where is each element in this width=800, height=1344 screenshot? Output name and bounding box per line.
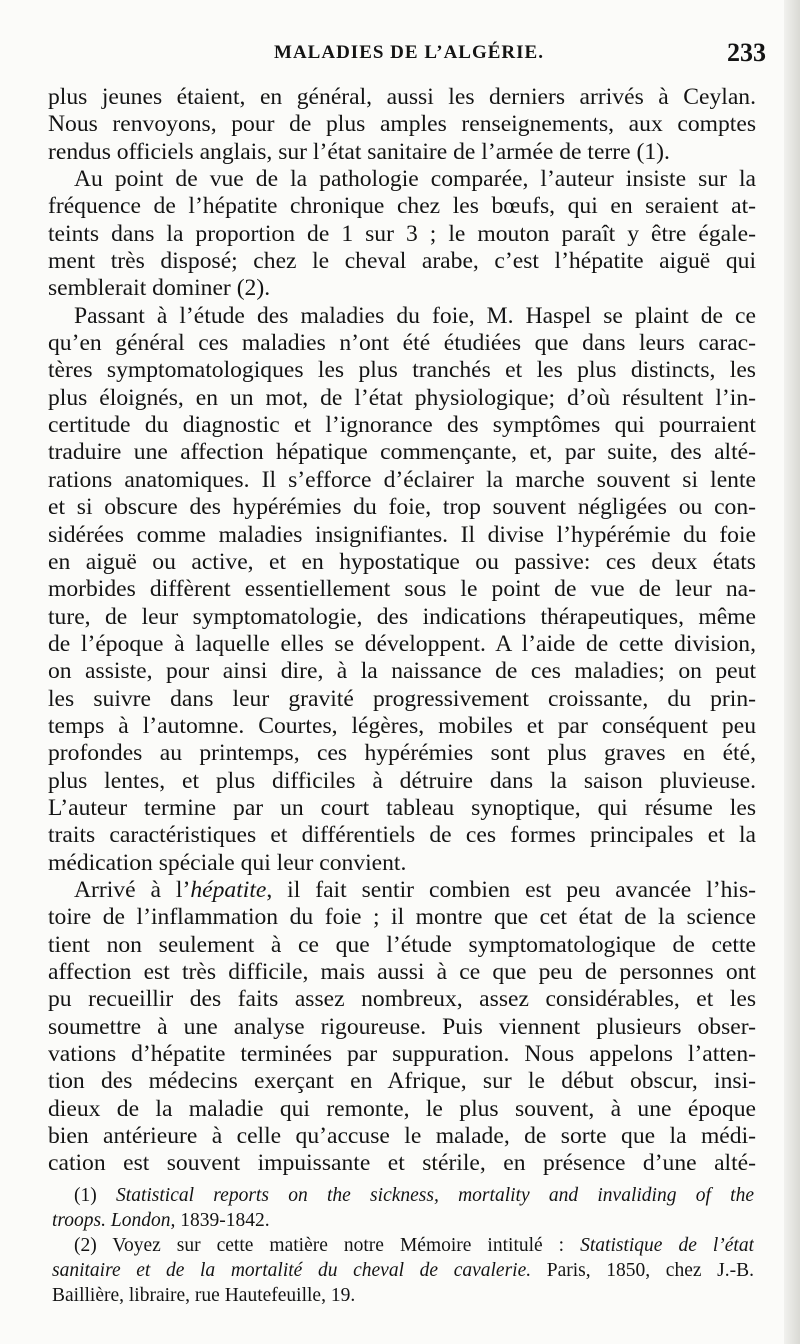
page-number: 233 — [727, 38, 766, 67]
footnote-title: sanitaire et de la mortalité du cheval de cavalerie. — [52, 1260, 532, 1281]
text-line: ment très disposé; chez le cheval arabe, c’est l’hépatite aiguë qui — [48, 248, 756, 275]
text-line: de l’époque à laquelle elles se développent. A l’aide de cette division, — [48, 630, 756, 657]
text-line: toire de l’inflammation du foie ; il montre que cet état de la science — [48, 904, 756, 931]
text-line: Nous renvoyons, pour de plus amples renseignements, aux comptes — [48, 111, 756, 138]
footnote-1-line — [52, 1183, 754, 1208]
footnote-2-line — [52, 1233, 754, 1258]
text-line: rendus officiels anglais, sur l’état sanitaire de l’armée de terre (1). — [48, 138, 670, 165]
text-line: tères symptomatologiques les plus tranchés et les plus distincts, les — [48, 357, 756, 384]
text-line: pu recueillir des faits assez nombreux, assez considérables, et les — [48, 986, 756, 1013]
page-edge-shadow — [784, 0, 800, 1344]
text-line: morbides diffèrent essentiellement sous le point de vue de leur na- — [48, 576, 756, 603]
page-header — [48, 38, 770, 74]
footnote-publisher: Paris, 1850, chez J.-B. — [531, 1260, 754, 1281]
text-line: en aiguë ou active, et en hypostatique ou passive: ces deux états — [48, 548, 756, 575]
text-line: cation est souvent impuissante et stérile, en présence d’une alté- — [48, 1150, 756, 1177]
footnotes — [52, 1183, 754, 1308]
text-line: Passant à l’étude des maladies du foie, M. Haspel se plaint de ce — [74, 302, 756, 329]
text-line: qu’en général ces maladies n’ont été étudiées que dans leurs carac- — [48, 330, 756, 357]
footnote-1-line — [52, 1208, 754, 1233]
text-line — [48, 877, 756, 904]
text-line: dieux de la maladie qui remonte, le plus souvent, à une époque — [48, 1095, 756, 1122]
text-line: tion des médecins exerçant en Afrique, sur le début obscur, insi- — [48, 1068, 756, 1095]
text-line: temps à l’automne. Courtes, légères, mobiles et par conséquent peu — [48, 712, 756, 739]
text-line: traits caractéristiques et différentiels de ces formes principales et la — [48, 822, 756, 849]
text-line: vations d’hépatite terminées par suppuration. Nous appelons l’atten- — [48, 1041, 756, 1068]
footnote-marker: (1) — [74, 1185, 97, 1206]
text-line: certitude du diagnostic et l’ignorance des symptômes qui pourraient — [48, 412, 756, 439]
text-line: affection est très difficile, mais aussi à ce que peu de personnes ont — [48, 959, 756, 985]
text-line: plus éloignés, en un mot, de l’état physiologique; d’où résultent l’in- — [48, 384, 756, 411]
footnote-2-line — [52, 1258, 754, 1283]
footnote-marker: (2) — [74, 1235, 97, 1256]
text-line: plus lentes, et plus difficiles à détruire dans la saison pluvieuse. — [48, 767, 756, 794]
text-line: sidérées comme maladies insignifiantes. Il divise l’hypérémie du foie — [48, 521, 756, 548]
text-line: soumettre à une analyse rigoureuse. Puis viennent plusieurs obser- — [48, 1013, 756, 1040]
footnote-title: Statistical reports on the sickness, mortality and invaliding of the — [116, 1185, 754, 1206]
text-line: traduire une affection hépatique commençante, et, par suite, des alté- — [48, 439, 756, 466]
text-line: fréquence de l’hépatite chronique chez les bœufs, qui en seraient at- — [48, 193, 756, 220]
running-title: MALADIES DE L’ALGÉRIE. — [274, 42, 544, 63]
text-segment: Arrivé à l’ — [74, 876, 191, 903]
footnote-title: Statistique de l’état — [580, 1235, 754, 1256]
footnote-title: troops. London, — [52, 1210, 176, 1231]
text-line: teints dans la proportion de 1 sur 3 ; le mouton paraît y être égale- — [48, 220, 756, 247]
text-line: L’auteur termine par un court tableau synoptique, qui résume les — [48, 794, 756, 821]
footnote-2-line: Baillière, libraire, rue Hautefeuille, 19. — [52, 1285, 356, 1306]
text-line: et si obscure des hypérémies du foie, trop souvent négligées ou con- — [48, 494, 756, 521]
italic-term: hépatite — [190, 876, 267, 903]
text-line: rations anatomiques. Il s’efforce d’éclairer la marche souvent si lente — [48, 466, 756, 493]
text-line: les suivre dans leur gravité progressivement croissante, du prin- — [48, 685, 756, 712]
text-line: profondes au printemps, ces hypérémies sont plus graves en été, — [48, 740, 756, 767]
body-text — [48, 84, 756, 1178]
text-line: tient non seulement à ce que l’étude symptomatologique de cette — [48, 931, 756, 958]
text-line: semblerait dominer (2). — [48, 275, 271, 302]
text-line: on assiste, pour ainsi dire, à la naissance de ces maladies; on peut — [48, 658, 756, 685]
text-line: Au point de vue de la pathologie comparée, l’auteur insiste sur la — [74, 166, 756, 193]
text-line: plus jeunes étaient, en général, aussi les derniers arrivés à Ceylan. — [48, 84, 756, 110]
footnote-text: Voyez sur cette matière notre Mémoire intitulé : — [96, 1235, 581, 1256]
footnote-years: 1839-1842. — [175, 1210, 270, 1231]
text-line: bien antérieure à celle qu’accuse le malade, de sorte que la médi- — [48, 1123, 756, 1150]
text-line: ture, de leur symptomatologie, des indications thérapeutiques, même — [48, 603, 756, 630]
text-line: médication spéciale qui leur convient. — [48, 849, 407, 876]
text-segment: , il fait sentir combien est peu avancée l’his- — [266, 876, 756, 903]
